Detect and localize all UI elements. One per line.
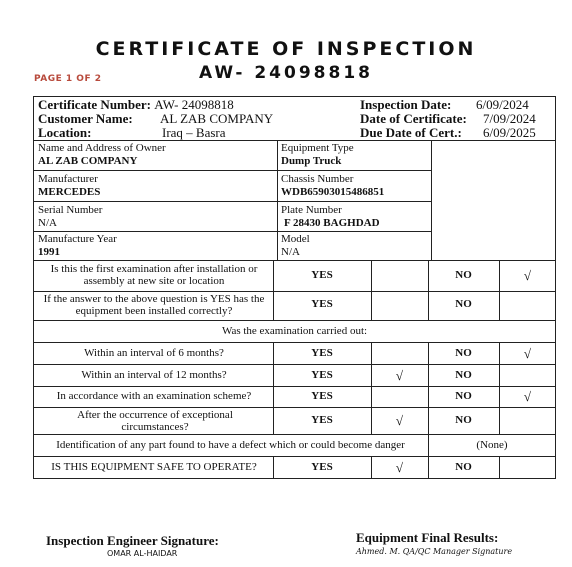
q1-no: NO [455, 269, 472, 281]
cert-number-row [38, 98, 234, 112]
model-label: Model [281, 233, 310, 245]
manufacturer-label: Manufacturer [38, 173, 98, 185]
location-label: Location: [38, 125, 92, 140]
safe-yes-check: √ [395, 460, 404, 475]
question-exceptional: After the occurrence of exceptional circumstances? [77, 409, 233, 433]
q5-no-check: √ [523, 389, 532, 404]
divider [33, 170, 431, 171]
q4-yes-check: √ [395, 368, 404, 383]
divider [33, 386, 556, 387]
chassis-value: WDB65903015486851 [281, 186, 385, 198]
cert-number-label: Certificate Number: [38, 97, 151, 112]
safe-yes: YES [311, 461, 333, 473]
divider [33, 342, 556, 343]
plate-value: F 28430 BAGHDAD [284, 217, 380, 229]
divider [371, 260, 372, 320]
question-exam-scheme: In accordance with an examination scheme? [56, 390, 252, 402]
divider [33, 260, 556, 261]
question-first-exam: Is this the first examination after installation or assembly at new site or location [50, 263, 258, 287]
q1-yes: YES [311, 269, 333, 281]
defect-question: Identification of any part found to have a defect which or could become danger [56, 439, 405, 451]
q6-yes: YES [311, 414, 333, 426]
plate-label: Plate Number [281, 204, 342, 216]
divider [33, 291, 556, 292]
manufacturer-value: MERCEDES [38, 186, 101, 198]
divider [33, 456, 556, 457]
date-of-cert-label: Date of Certificate: [360, 111, 467, 126]
defect-value: (None) [476, 439, 508, 451]
divider [431, 140, 432, 260]
examination-section-label: Was the examination carried out: [221, 325, 368, 337]
owner-value: AL ZAB COMPANY [38, 155, 138, 167]
q3-no-check: √ [523, 346, 532, 361]
question-safe-to-operate: IS THIS EQUIPMENT SAFE TO OPERATE? [51, 461, 257, 473]
q6-no: NO [455, 414, 472, 426]
location-row [38, 126, 91, 140]
equipment-type-label: Equipment Type [281, 142, 354, 154]
safe-no: NO [455, 461, 472, 473]
q2-no: NO [455, 298, 472, 310]
question-6-months: Within an interval of 6 months? [84, 347, 224, 359]
q6-yes-check: √ [395, 413, 404, 428]
due-date-label: Due Date of Cert.: [360, 125, 462, 140]
page-label: PAGE 1 OF 2 [34, 74, 102, 84]
certificate-title: CERTIFICATE OF INSPECTION [95, 38, 477, 60]
cert-number-value: AW- 24098818 [154, 97, 234, 112]
divider [499, 456, 500, 479]
serial-label: Serial Number [38, 204, 103, 216]
q4-yes: YES [311, 369, 333, 381]
inspection-date-label: Inspection Date: [360, 97, 452, 112]
q5-yes: YES [311, 390, 333, 402]
location-value: Iraq – Basra [162, 125, 226, 140]
divider [33, 364, 556, 365]
certificate-code: AW- 24098818 [199, 63, 373, 83]
engineer-signature-label: Inspection Engineer Signature: [46, 533, 219, 548]
customer-row [38, 112, 133, 126]
owner-label: Name and Address of Owner [38, 142, 166, 154]
equipment-type-value: Dump Truck [281, 155, 342, 167]
year-value: 1991 [38, 246, 60, 258]
divider [33, 320, 556, 321]
due-date-value: 6/09/2025 [483, 125, 536, 140]
inspection-date-value: 6/09/2024 [476, 97, 529, 112]
divider [33, 407, 556, 408]
divider [33, 231, 431, 232]
year-label: Manufacture Year [38, 233, 117, 245]
divider [277, 140, 278, 260]
serial-value: N/A [38, 217, 57, 229]
divider [33, 434, 556, 435]
divider [33, 140, 556, 141]
final-results-label: Equipment Final Results: [356, 530, 499, 545]
chassis-label: Chassis Number [281, 173, 354, 185]
engineer-name: OMAR AL-HAIDAR [107, 549, 178, 558]
q3-yes: YES [311, 347, 333, 359]
question-installed-correctly: If the answer to the above question is YES has the equipment been installed correctly? [43, 293, 265, 317]
question-12-months: Within an interval of 12 months? [81, 369, 227, 381]
model-value: N/A [281, 246, 300, 258]
q5-no: NO [455, 390, 472, 402]
date-of-cert-value: 7/09/2024 [483, 111, 536, 126]
q1-no-check: √ [523, 268, 532, 283]
qa-manager-signature: Ahmed. M. QA/QC Manager Signature [356, 547, 513, 556]
q3-no: NO [455, 347, 472, 359]
customer-value-wrap [160, 112, 273, 126]
customer-label: Customer Name: [38, 111, 133, 126]
divider [33, 201, 431, 202]
q4-no: NO [455, 369, 472, 381]
q2-yes: YES [311, 298, 333, 310]
customer-value: AL ZAB COMPANY [160, 111, 274, 126]
location-value-wrap [162, 126, 226, 140]
